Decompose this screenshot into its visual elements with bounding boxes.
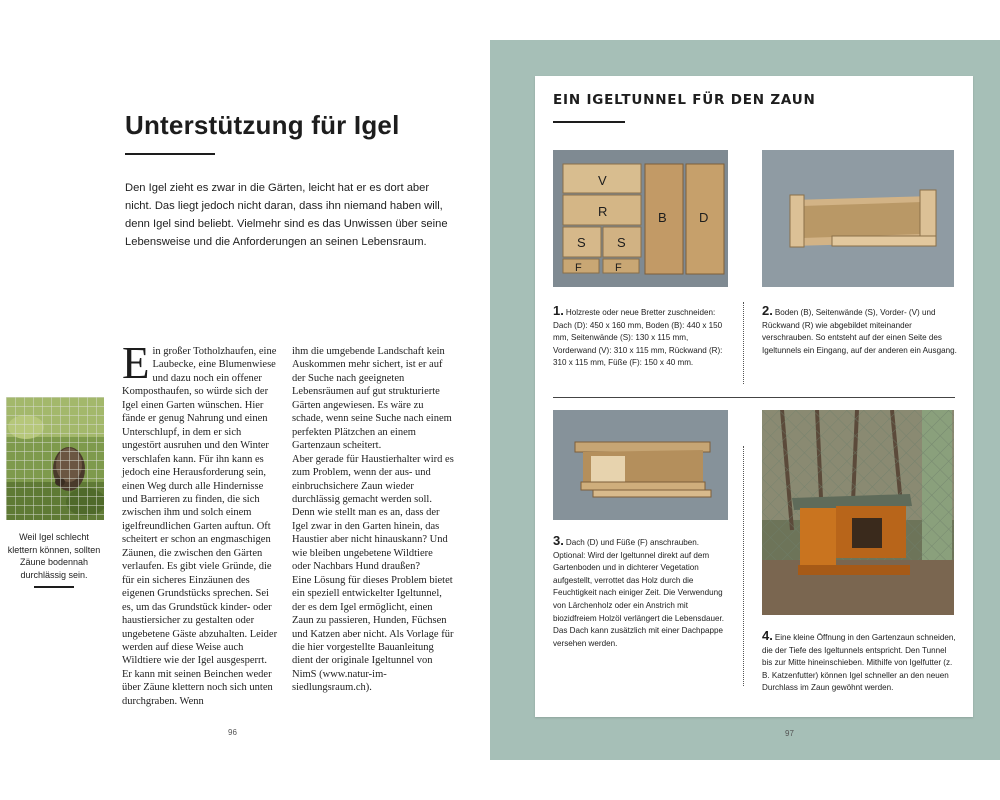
- board-label-f: F: [575, 262, 582, 274]
- body-column-1: [122, 338, 278, 708]
- drop-cap: E: [122, 338, 150, 388]
- body-text: in großer Totholzhaufen, eine Laubecke, eine Blumenwiese und dazu noch ein offener Komposthaufen, so würde sich der Igel einen Garten wünschen. Hier fände er genug Nahrung und einen Unterschlupf, in dem er sich ungestört ausruhen und den Winter verschlafen kann. Für ihn kann es jedoch eine Herausforderung sein, einen Weg durch alle Hindernisse und Barrieren zu finden, die sich zwischen ihm und solch einem igelfreundlichen Garten auftun. Oft scheitert er schon an engmaschigen Zäunen, die zwischen den Gärten verlaufen. Es gibt viele Gründe, die für ein sicheres Einzäunen des eigenen Grundstücks sprechen. Sei es, um das Grundstück kinder- oder haustiersicher zu gestalten oder ungebetene Gäste abzuhalten. Leider werden auf diese Weise auch Wildtiere wie der Igel ausgesperrt. Er kann mit seinen Beinchen weder über Zäune klettern noch sich unten durchgraben. Wenn: [122, 346, 278, 707]
- board-label-f: F: [615, 262, 622, 274]
- step-1-text: 1. Holzreste oder neue Bretter zuschneiden: Dach (D): 450 x 160 mm, Boden (B): 440 x 150 mm, Seitenwände (S): 130 x 115 mm, Vorderwand (V): 310 x 115 mm, Rückwand (R): 310 x 115 mm, Füße (F): 150 x 40 mm.: [553, 303, 723, 368]
- right-page: [490, 40, 1000, 760]
- title-underline: [125, 153, 215, 155]
- page-number: 96: [228, 728, 237, 737]
- step-number: 4.: [762, 628, 773, 643]
- caption-underline: [34, 586, 74, 588]
- body-column-2: [292, 345, 454, 695]
- board-label-v: V: [598, 173, 607, 188]
- tunnel-in-fence-photo: [762, 410, 954, 615]
- step-number: 2.: [762, 303, 773, 318]
- cut-boards-photo: [553, 150, 728, 287]
- assembled-box-photo: [762, 150, 954, 287]
- page-title: Unterstützung für Igel: [125, 110, 400, 140]
- board-label-s: S: [577, 235, 586, 250]
- body-paragraph: ihm die umgebende Landschaft kein Auskommen mehr sichert, ist er auf der Suche nach geeigneten Lebensräumen auf gut strukturierte Gärten angewiesen. Es wäre zu schade, wenn seine Suche nach einem perfekten Plätzchen an einem Gartenzaun scheitert.: [292, 346, 452, 452]
- board-label-b: B: [658, 210, 667, 225]
- hedgehog-fence-photo: [6, 397, 104, 520]
- instruction-card: [535, 76, 973, 738]
- column-divider: [743, 302, 744, 384]
- card-title: EIN IGELTUNNEL FÜR DEN ZAUN: [553, 92, 816, 108]
- step-number: 3.: [553, 533, 564, 548]
- step-2-text: 2. Boden (B), Seitenwände (S), Vorder- (V) und Rückwand (R) wie abgebildet miteinander verschrauben. So entsteht auf der einen Seite des Igeltunnels ein Eingang, auf der anderen ein Ausgang.: [762, 303, 957, 355]
- body-paragraph: Aber gerade für Haustierhalter wird es zum Problem, wenn der aus- und einbruchsichere Zaun wieder durchlässig gemacht werden soll. Denn wie stellt man es an, dass der Igel zwar in den Garten hinein, das Haustier aber nicht hinauskann? Und wie bleiben ungebetene Wildtiere oder Nachbars Hund draußen?: [292, 453, 454, 573]
- board-label-r: R: [598, 204, 608, 219]
- step-3-text: 3. Dach (D) und Füße (F) anschrauben. Optional: Wird der Igeltunnel direkt auf dem Gartenboden und in dichterer Vegetation aufgestellt, verrottet das Holz durch die Feuchtigkeit nach einiger Zeit. Die Verwendung von Lärchenholz oder ein Anstrich mit biozidfreiem Holzöl verlängert die Lebensdauer. Das Dach kann zusätzlich mit einer Dachpappe versehen werden.: [553, 533, 724, 648]
- tunnel-with-roof-photo: [553, 410, 728, 520]
- intro-paragraph: Den Igel zieht es zwar in die Gärten, leicht hat er es dort aber nicht. Das liegt jedoch nicht daran, dass ihn niemand haben will, denn Igel sind beliebt. Vielmehr sind es das Unwissen über seine Lebensweise und die Anforderungen an seinen Lebensraum.: [125, 182, 448, 248]
- photo-caption: Weil Igel schlecht klettern können, sollten Zäune bodennah durchlässig sein.: [7, 532, 101, 580]
- page-number: 97: [785, 729, 794, 738]
- column-divider: [743, 446, 744, 686]
- board-label-s: S: [617, 235, 626, 250]
- body-paragraph: Eine Lösung für dieses Problem bietet ein speziell entwickelter Igeltunnel, der es dem Igel ermöglicht, einen Zaun zu passieren, Hunden, Füchsen und Katzen aber nicht. Als Vorlage für die hier vorgestellte Bauanleitung dient der originale Igeltunnel von NimS (www.natur-im-siedlungsraum.ch).: [292, 574, 454, 694]
- step-4-text: 4. Eine kleine Öffnung in den Gartenzaun schneiden, die der Tiefe des Igeltunnels entspricht. Den Tunnel bis zur Mitte hineinschieben. Mithilfe von Igelfutter (z. B. Katzenfutter) können Igel schneller an den neuen Durchlass im Zaun gewöhnt werden.: [762, 628, 956, 693]
- step-number: 1.: [553, 303, 564, 318]
- board-label-d: D: [699, 210, 709, 225]
- section-divider: [553, 397, 955, 398]
- left-page: [0, 0, 490, 760]
- card-title-underline: [553, 121, 625, 123]
